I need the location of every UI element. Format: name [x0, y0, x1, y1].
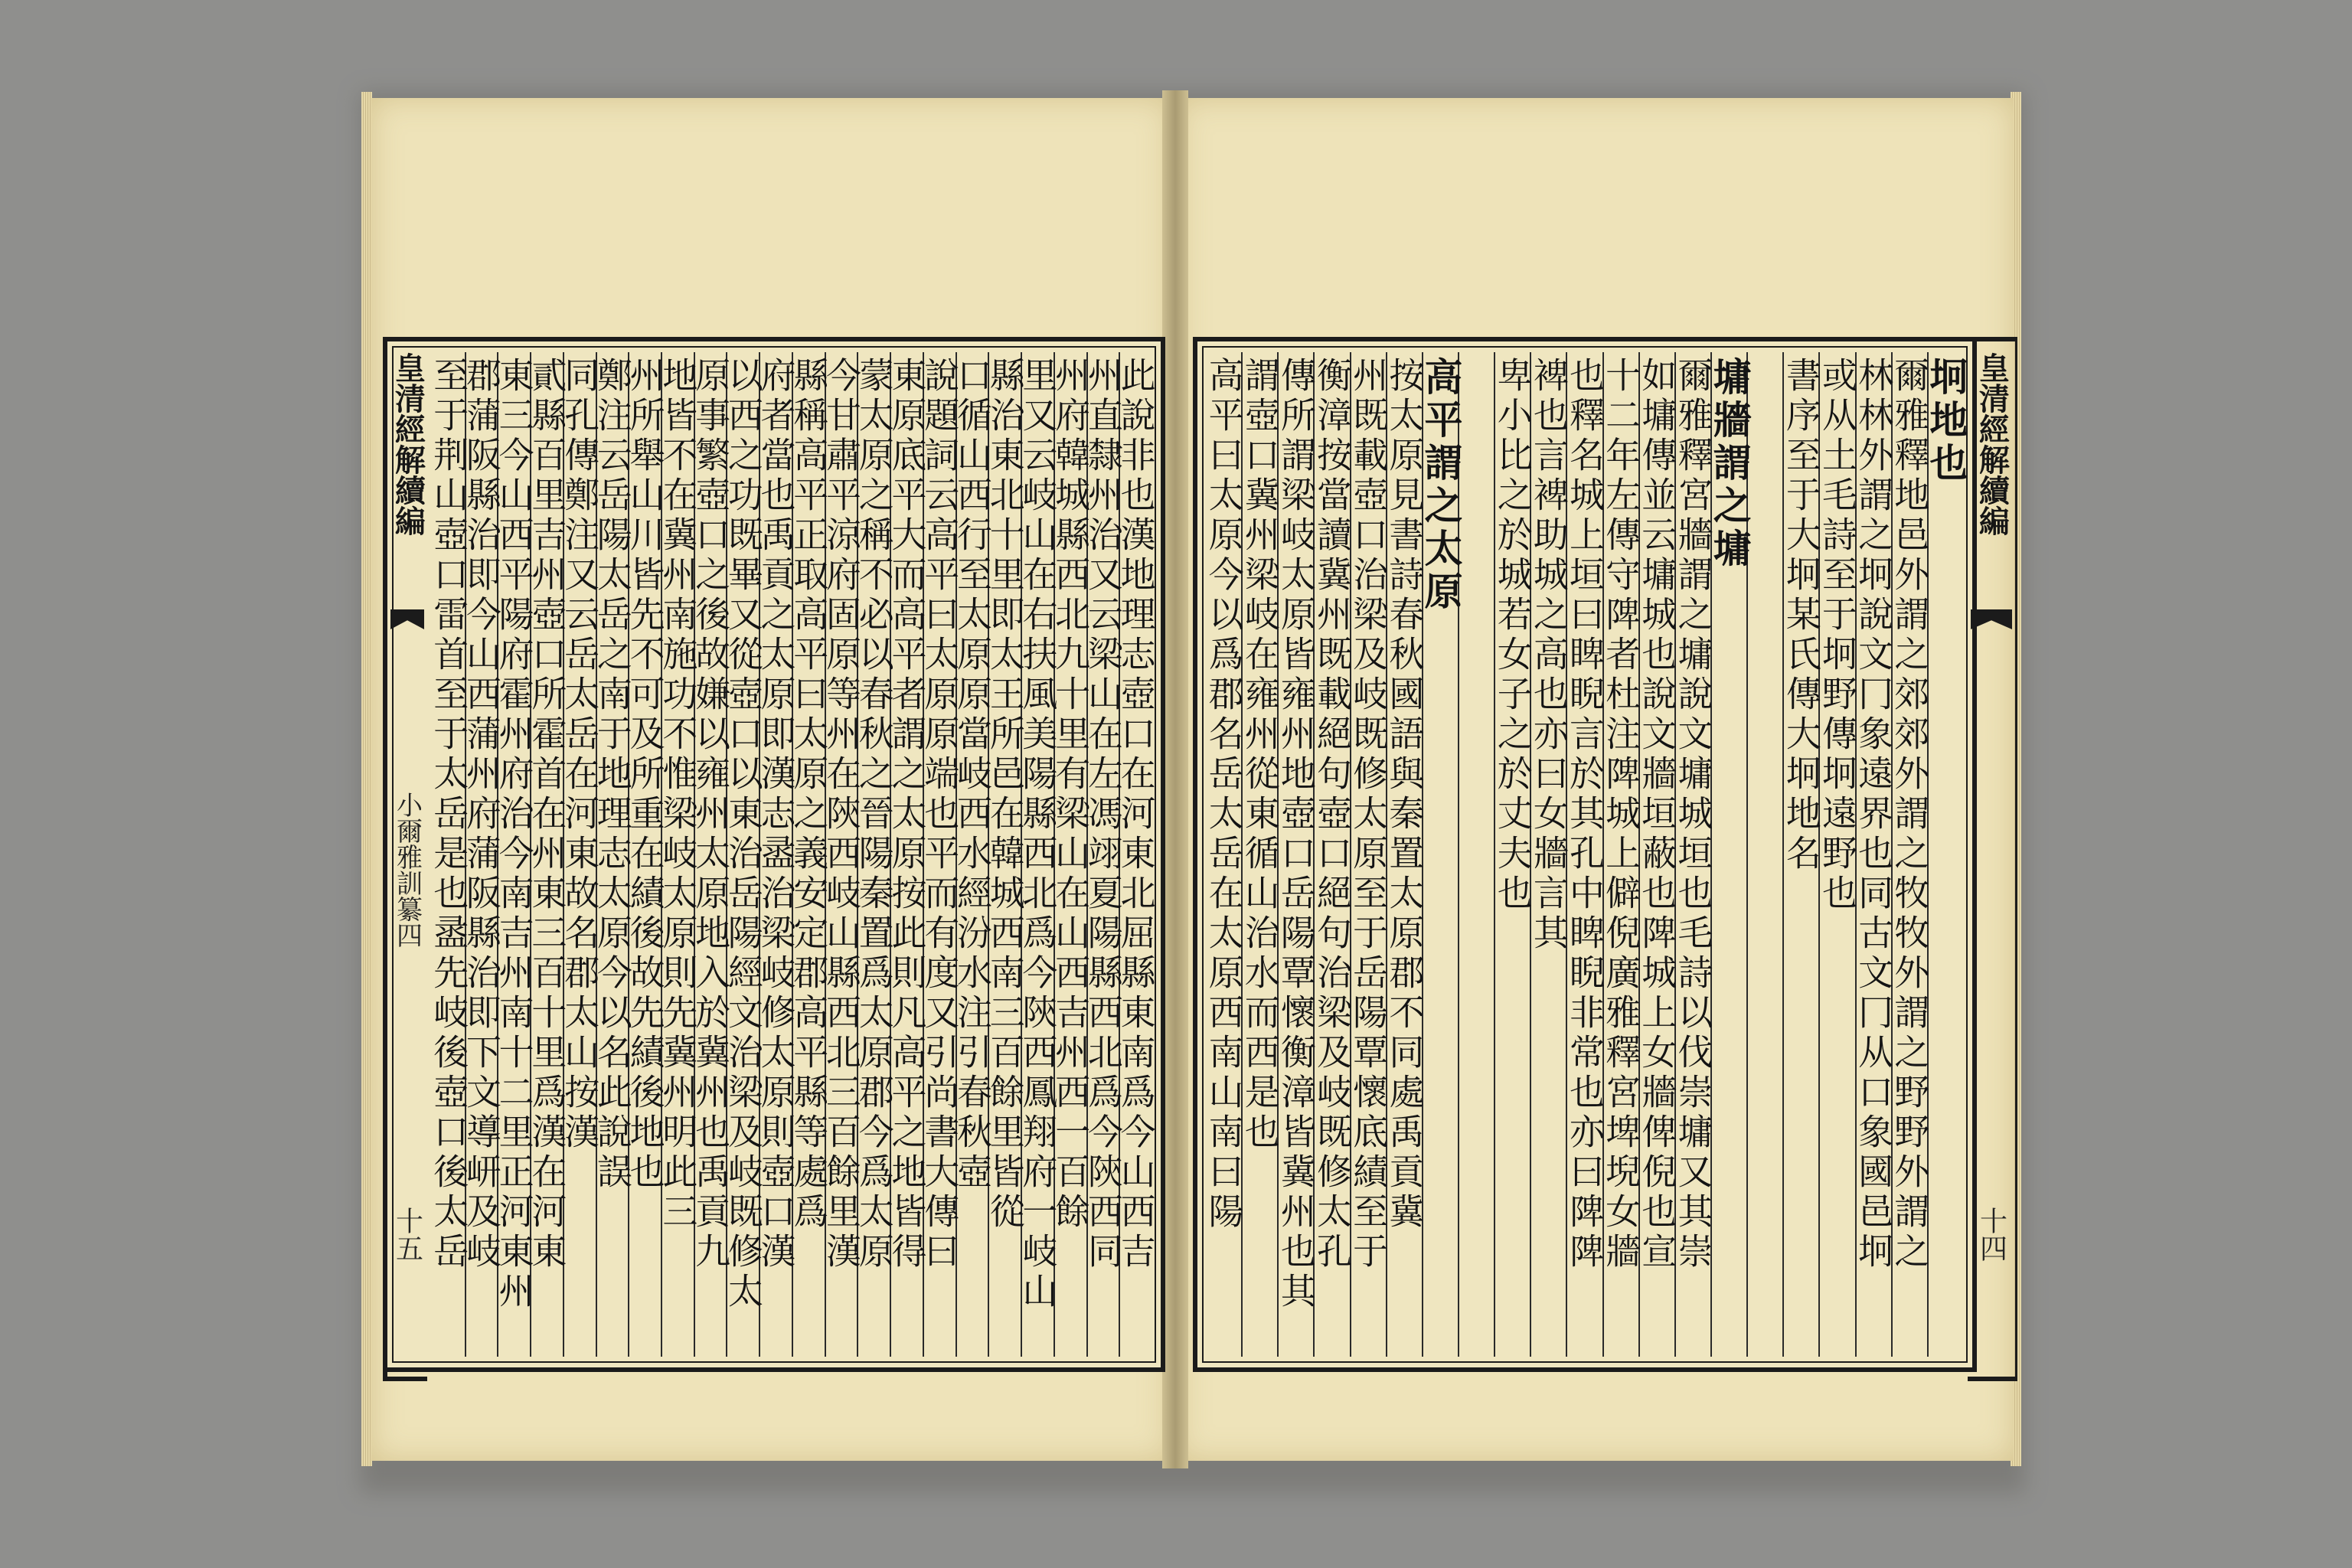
- left-text-frame: [383, 337, 1165, 1372]
- right-page-number: 十四: [1975, 1207, 2007, 1262]
- text-column: [1383, 352, 1426, 1357]
- text-column: [1853, 352, 1895, 1357]
- column-text: 林林外謂之坰說文冂象遠界也同古文冂从口象國邑坰: [1853, 357, 1895, 1272]
- left-text-columns: [428, 352, 1157, 1357]
- column-text: 也釋名城上垣曰睥睨言於其孔中睥睨非常也亦曰陴陴: [1564, 357, 1606, 1272]
- text-column: [1275, 352, 1317, 1357]
- column-text: 口循山西行至太原原當岐西水經汾水注引春秋壺: [951, 357, 993, 1193]
- column-text: 州既載壺口治梁及岐既修太原至于岳陽覃懷底績至于: [1348, 357, 1390, 1272]
- column-text: 原事繁壺口之後故嫌以雍州太原地入於冀州也禹貢九: [690, 357, 732, 1272]
- column-text: 衡漳按當讀冀州既載絕句壺口絕句治梁及岐既修太孔: [1312, 357, 1354, 1272]
- column-text: 高平曰太原今以爲郡名岳太岳在太原西南山南曰陽: [1203, 357, 1245, 1233]
- column-text: 此說非也漢地理志壺口在河東北屈縣東南爲今山西吉: [1115, 357, 1157, 1272]
- column-text: 郡蒲阪縣治即今山西蒲州府蒲阪縣治即下文導岍及岐: [460, 357, 502, 1272]
- column-text: 州府韓城縣西北九十里有梁山在山西吉州西一百餘: [1050, 357, 1092, 1233]
- left-page-number: 十五: [391, 1207, 423, 1262]
- heading-column: [1418, 352, 1464, 1357]
- column-text: 縣治東北十里即太王所邑在韓城西南三百餘里皆從: [984, 357, 1026, 1233]
- text-column: [1889, 352, 1931, 1357]
- entry-heading: 高平謂之太原: [1418, 357, 1464, 614]
- column-text: 書序至于大坰某氏傳大坰地名: [1780, 357, 1822, 874]
- column-text: 同孔傳鄭注又云岳太岳在河東故名郡太山按漢: [559, 357, 601, 1153]
- text-column: [1348, 352, 1390, 1357]
- text-column: [1636, 352, 1678, 1357]
- text-column: [1491, 352, 1534, 1357]
- column-text: 今甘肅平涼府固原等州在陝西岐山縣西北三百餘里漢: [821, 357, 863, 1272]
- column-text: 縣稱高平正取高平曰太原之義安定郡高平縣等處爲: [788, 357, 830, 1233]
- text-column: [1312, 352, 1354, 1357]
- right-centerfold: [1968, 337, 2017, 1381]
- entry-heading: 坰地也: [1923, 357, 1969, 485]
- column-text: 爾雅釋宮牆謂之墉說文墉城垣也毛詩以伐崇墉又其崇: [1672, 357, 1714, 1272]
- column-text: 州所舉山川皆先不可及所重在績後故先績後地也: [624, 357, 666, 1193]
- entry-heading: 墉牆謂之墉: [1707, 357, 1753, 571]
- text-column: [1564, 352, 1606, 1357]
- column-text: 貳縣百里吉州壺口所霍首在州東三百十里爲漢在河東: [526, 357, 568, 1272]
- fish-tail-mark: [390, 609, 424, 629]
- column-text: 以西之功既畢又從壺口以東治岳陽經文治梁及岐既修太: [722, 357, 764, 1312]
- text-column: [1527, 352, 1570, 1357]
- column-text: 傳所謂梁岐太原皆雍州地壺口岳陽覃懷衡漳皆冀州也其: [1275, 357, 1317, 1312]
- left-page-edges: [361, 92, 372, 1466]
- column-text: 府者當也禹貢之太原即漢志盝治梁岐修太原則壺口漢: [755, 357, 797, 1272]
- column-text: 爾雅釋地邑外謂之郊郊外謂之牧牧外謂之野野外謂之: [1889, 357, 1931, 1272]
- text-column: [1672, 352, 1714, 1357]
- right-text-columns: [1203, 352, 1969, 1357]
- heading-column: [1707, 352, 1753, 1357]
- text-column: [1203, 352, 1245, 1357]
- column-text: 東三今山西平陽府霍州府治今南吉州南十二里正河東州: [493, 357, 535, 1312]
- text-column: [1780, 352, 1822, 1357]
- text-column: [428, 352, 470, 1357]
- column-text: 至于荆山壺口雷首至于太岳是也盝先岐後壺口後太岳: [428, 357, 470, 1272]
- right-book-title: 皇清經解續編: [1974, 352, 2011, 536]
- fish-tail-mark: [1971, 609, 2012, 629]
- heading-column: [1923, 352, 1969, 1357]
- column-text: 里又云岐山在右扶風美陽縣西北爲今陝西鳳翔府一岐山: [1017, 357, 1059, 1312]
- column-text: 謂壺口冀州梁岐在雍州從東循山治水而西是也: [1239, 357, 1281, 1153]
- left-section-title: 小爾雅訓纂四: [391, 792, 423, 948]
- column-text: 說題詞云高平曰太原原端也平而有度又引尚書大傳曰: [919, 357, 961, 1272]
- text-column: [1817, 352, 1858, 1357]
- column-text: 蒙太原之稱不必以春秋之晉陽秦置爲太原郡今爲太原: [853, 357, 895, 1272]
- left-centerfold: [383, 337, 427, 1381]
- column-text: 或从土毛詩至于坰野傳坰遠野也: [1817, 357, 1858, 914]
- book-gutter: [1162, 90, 1188, 1468]
- column-text: 十二年左傳守陴者杜注陴城上僻倪廣雅釋宮埤堄女牆: [1600, 357, 1642, 1272]
- column-text: 東原底平大而高平者謂之太原按此則凡高平之地皆得: [886, 357, 928, 1272]
- column-text: 州直隸州治又云梁山在左馮翊夏陽縣西北爲今陝西同: [1082, 357, 1124, 1272]
- column-text: 如墉傳並云墉城也說文牆垣蔽也陴城上女牆俾倪也宣: [1636, 357, 1678, 1272]
- column-text: 卑小比之於城若女子之於丈夫也: [1491, 357, 1534, 914]
- column-text: 地皆不在冀州南施功不惟梁岐太原則先冀州明此三: [657, 357, 699, 1233]
- right-text-frame: [1193, 337, 1977, 1372]
- column-text: 鄭注云岳陽太岳之南于地理志太原今以名此說誤: [591, 357, 633, 1193]
- column-text: 裨也言裨助城之高也亦曰女牆言其: [1527, 357, 1570, 954]
- text-column: [1600, 352, 1642, 1357]
- left-centerfold-title: [390, 352, 426, 536]
- column-text: 按太原見書詩春秋國語與秦置太原郡不同處禹貢冀: [1383, 357, 1426, 1233]
- text-column: [1239, 352, 1281, 1357]
- left-book-title: 皇清經解續編: [390, 352, 426, 536]
- right-centerfold-title: [1974, 352, 2011, 536]
